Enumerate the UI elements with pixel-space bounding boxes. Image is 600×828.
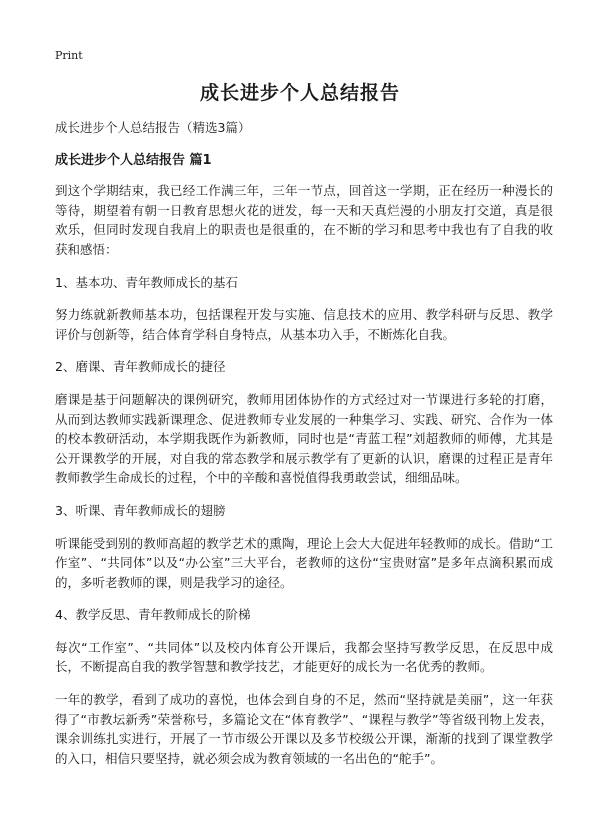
section-heading-2: 2、磨课、青年教师成长的捷径 bbox=[55, 359, 226, 375]
chapter-heading: 成长进步个人总结报告 篇1 bbox=[55, 152, 212, 168]
section-heading-4: 4、教学反思、青年教师成长的阶梯 bbox=[55, 607, 251, 623]
print-link[interactable]: Print bbox=[55, 49, 83, 62]
paragraph-intro: 到这个学期结束，我已经工作满三年，三年一节点，回首这一学期，正在经历一种漫长的等待，期望着有朝一日教育思想火花的迸发，每一天和天真烂漫的小朋友打交道，真是很欢乐，但同时发现自我肩上的职责也是很重的，在不断的学习和思考中我也有了自我的收获和感悟： bbox=[55, 183, 553, 257]
document-subtitle: 成长进步个人总结报告（精选3篇） bbox=[55, 120, 251, 135]
paragraph-2: 磨课是基于问题解决的课例研究，教师用团体协作的方式经过对一节课进行多轮的打磨，从而到达教师实践新课理念、促进教师专业发展的一种集学习、实践、研究、合作为一体的校本教研活动，本学期我既作为新教师，同时也是“青蓝工程”刘超教师的师傅，尤其是公开课教学的开展，对自我的常态教学和展示教学有了更新的认识，磨课的过程正是青年教师教学生命成长的过程，个中的辛酸和喜悦值得我勇敢尝试，细细品味。 bbox=[55, 391, 553, 486]
paragraph-1: 努力练就新教师基本功，包括课程开发与实施、信息技术的应用、教学科研与反思、教学评价与创新等，结合体育学科自身特点，从基本功入手，不断炼化自我。 bbox=[55, 307, 553, 342]
paragraph-3: 听课能受到别的教师高超的教学艺术的熏陶，理论上会大大促进年轻教师的成长。借助“工作室”、“共同体”以及“办公室”三大平台，老教师的这份“宝贵财富”是多年点滴积累而成的，多听老教师的课，则是我学习的途径。 bbox=[55, 535, 553, 590]
section-heading-3: 3、听课、青年教师成长的翅膀 bbox=[55, 502, 226, 518]
paragraph-5: 一年的教学，看到了成功的喜悦，也体会到自身的不足，然而“坚持就是美丽”，这一年获得了“市教坛新秀”荣誉称号，多篇论文在“体育教学”、“课程与教学”等省级刊物上发表，课余训练扎实进行，开展了一节市级公开课以及多节校级公开课，渐渐的找到了课堂教学的入口，相信只要坚持，就必须会成为教育领域的一名出色的“舵手”。 bbox=[55, 692, 553, 766]
paragraph-4: 每次“工作室”、“共同体”以及校内体育公开课后，我都会坚持写教学反思，在反思中成长，不断提高自我的教学智慧和教学技艺，才能更好的成长为一名优秀的教师。 bbox=[55, 639, 553, 675]
page-title: 成长进步个人总结报告 bbox=[199, 82, 400, 104]
document-body bbox=[55, 118, 553, 781]
section-heading-1: 1、基本功、青年教师成长的基石 bbox=[55, 274, 238, 290]
